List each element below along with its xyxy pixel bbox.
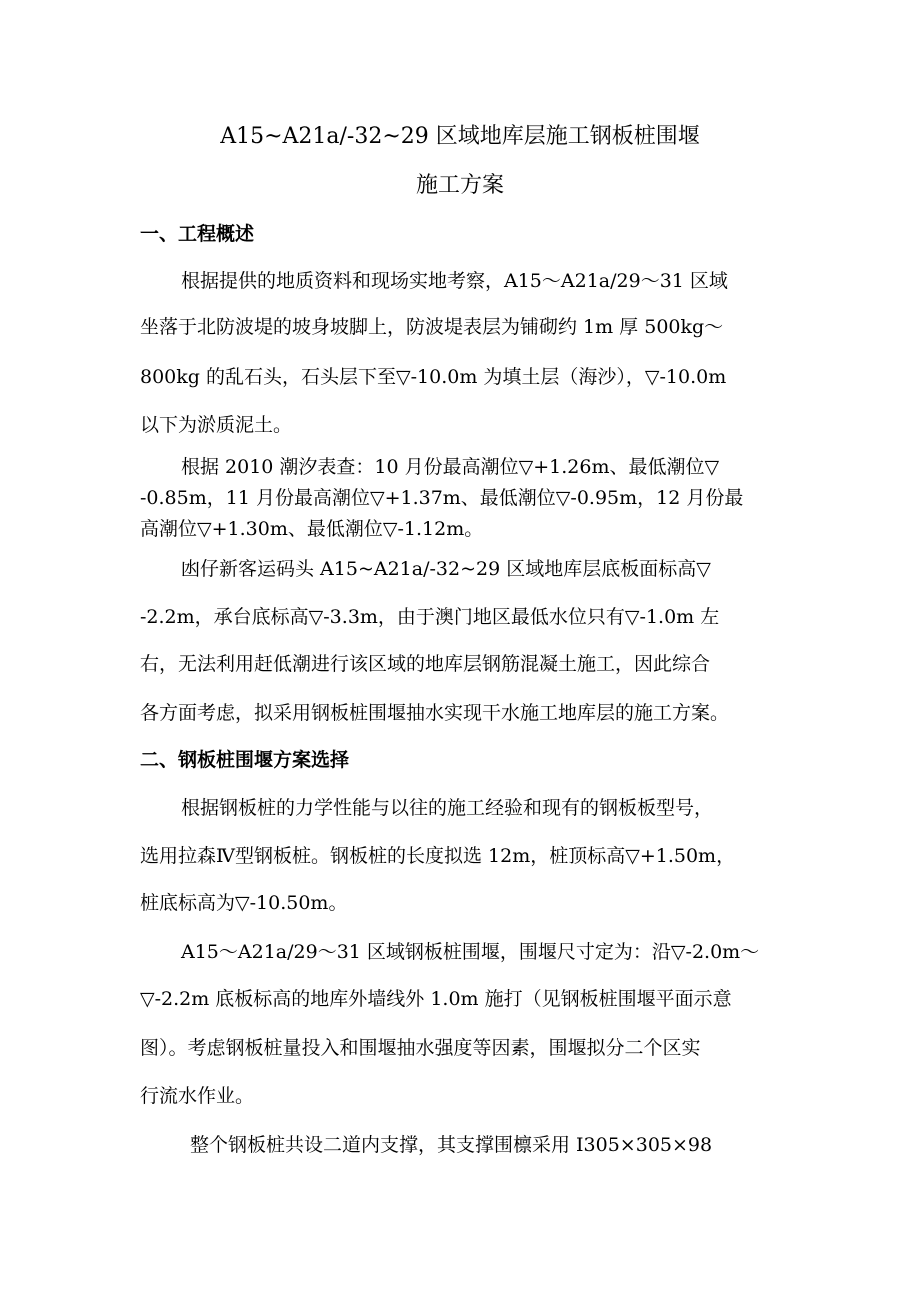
section1-para3-line3: 右，无法利用赶低潮进行该区域的地库层钢筋混凝土施工，因此综合 bbox=[140, 653, 711, 675]
section2-para2-line4: 行流水作业。 bbox=[140, 1085, 255, 1107]
section1-para1-line1: 根据提供的地质资料和现场实地考察，A15～A21a/29～31 区域 bbox=[181, 270, 728, 292]
section1-para3-line2: -2.2m，承台底标高▽-3.3m，由于澳门地区最低水位只有▽-1.0m 左 bbox=[140, 606, 720, 628]
section2-para1-line3: 桩底标高为▽-10.50m。 bbox=[140, 892, 348, 914]
document-title-line1: A15~A21a/-32~29 区域地库层施工钢板桩围堰 bbox=[220, 124, 700, 149]
section1-para2-line2: -0.85m，11 月份最高潮位▽+1.37m、最低潮位▽-0.95m，12 月份最 bbox=[140, 487, 744, 509]
section2-para2-line3: 图）。考虑钢板桩量投入和围堰抽水强度等因素，围堰拟分二个区实 bbox=[140, 1037, 701, 1059]
section2-para1-line2: 选用拉森Ⅳ型钢板桩。钢板桩的长度拟选 12m，桩顶标高▽+1.50m， bbox=[140, 845, 736, 867]
document-title-line2: 施工方案 bbox=[415, 173, 504, 198]
section1-para1-line2: 坐落于北防波堤的坡身坡脚上，防波堤表层为铺砌约 1m 厚 500kg～ bbox=[140, 316, 724, 338]
section2-heading: 二、钢板桩围堰方案选择 bbox=[140, 749, 350, 771]
section2-para1-line1: 根据钢板桩的力学性能与以往的施工经验和现有的钢板板型号， bbox=[181, 797, 714, 819]
section1-para2-line3: 高潮位▽+1.30m、最低潮位▽-1.12m。 bbox=[140, 518, 484, 540]
section1-para3-line1: 凼仔新客运码头 A15~A21a/-32~29 区域地库层底板面标高▽ bbox=[181, 558, 711, 580]
section1-para3-line4: 各方面考虑，拟采用钢板桩围堰抽水实现干水施工地库层的施工方案。 bbox=[140, 702, 730, 724]
section1-para1-line3: 800kg 的乱石头，石头层下至▽-10.0m 为填土层（海沙），▽-10.0m bbox=[140, 366, 727, 388]
section2-para3-line1: 整个钢板桩共设二道内支撑，其支撑围檩采用 I305×305×98 bbox=[190, 1134, 713, 1156]
section1-para2-line1: 根据 2010 潮汐表查：10 月份最高潮位▽+1.26m、最低潮位▽ bbox=[181, 456, 720, 478]
section2-para2-line1: A15～A21a/29～31 区域钢板桩围堰，围堰尺寸定为：沿▽-2.0m～ bbox=[181, 941, 760, 963]
section1-para1-line4: 以下为淤质泥土。 bbox=[140, 414, 293, 436]
section1-heading: 一、工程概述 bbox=[140, 223, 255, 245]
section2-para2-line2: ▽-2.2m 底板标高的地库外墙线外 1.0m 施打（见钢板桩围堰平面示意 bbox=[140, 988, 732, 1010]
